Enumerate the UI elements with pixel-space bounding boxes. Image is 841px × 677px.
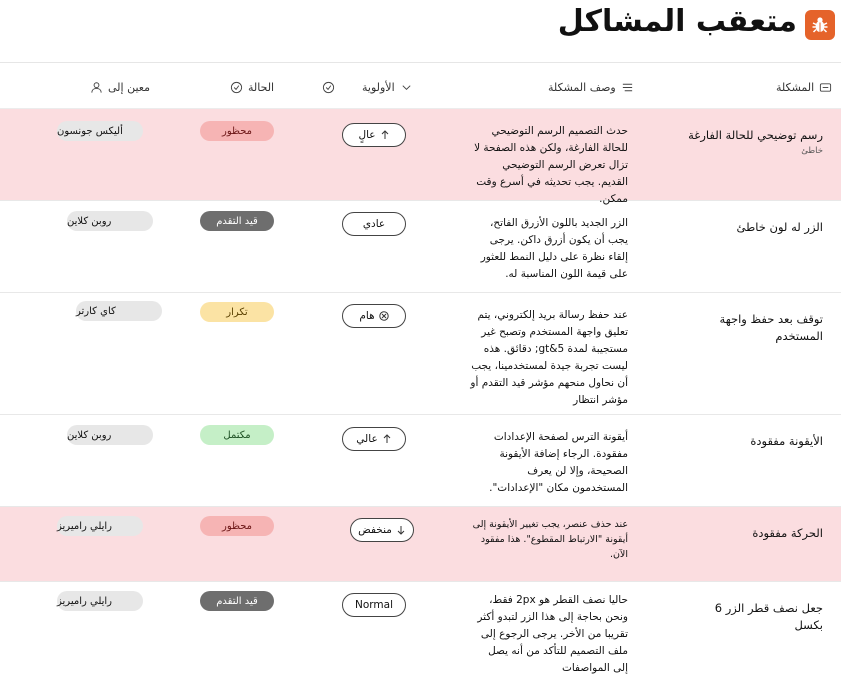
text-lines-icon	[621, 81, 634, 94]
priority-pill[interactable]: عالي	[342, 427, 406, 451]
status-badge[interactable]: مكتمل	[200, 425, 274, 445]
issue-description: الزر الجديد باللون الأزرق الفاتح، يجب أن يكون أزرق داكن. يرجى إلقاء نظرة على دليل النمط للعثور على قيمة اللون المناسبة له.	[480, 217, 628, 280]
status-icon	[230, 81, 243, 94]
issue-title: توقف بعد حفظ واجهة المستخدم	[719, 312, 823, 343]
status-badge[interactable]: تكرار	[200, 302, 274, 322]
table-header	[0, 63, 841, 109]
cancel-circle-icon	[379, 311, 389, 321]
table-row[interactable]	[0, 507, 841, 582]
priority-pill[interactable]: منخفض	[350, 518, 414, 542]
issue-description: حدث التصميم الرسم التوضيحي للحالة الفارغة، ولكن هذه الصفحة لا تزال تعرض الرسم التوضيحي القديم. يجب تحديثه في أسرع وقت ممكن.	[474, 125, 628, 205]
page-header	[0, 0, 841, 62]
issue-title: الزر له لون خاطئ	[736, 220, 823, 234]
tag-icon	[819, 81, 832, 94]
bug-icon	[805, 10, 835, 40]
status-badge[interactable]: قيد التقدم	[200, 591, 274, 611]
page-title: متعقب المشاكل	[557, 4, 797, 39]
column-header-description[interactable]: وصف المشكلة	[548, 78, 634, 96]
column-header-issue[interactable]: المشكلة	[776, 78, 832, 96]
table-row[interactable]	[0, 415, 841, 507]
assignee-chip[interactable]: أليكس جونسون	[57, 121, 143, 141]
status-badge[interactable]: قيد التقدم	[200, 211, 274, 231]
column-header-assignee[interactable]: معين إلى	[90, 78, 150, 96]
assignee-chip[interactable]: رايلي راميريز	[57, 591, 143, 611]
table-row[interactable]	[0, 109, 841, 205]
assignee-chip[interactable]: روبن كلاين	[67, 425, 153, 445]
issue-title: رسم توضيحي للحالة الفارغة خاطئ	[683, 127, 823, 158]
arrow-up-icon	[380, 130, 390, 140]
assignee-chip[interactable]: كاي كارتر	[76, 301, 162, 321]
assignee-chip[interactable]: روبن كلاين	[67, 211, 153, 231]
column-header-priority[interactable]: الأولوية	[322, 78, 413, 96]
table-row[interactable]	[0, 293, 841, 415]
table-row[interactable]	[0, 201, 841, 293]
priority-pill[interactable]: Normal	[342, 593, 406, 617]
person-icon	[90, 81, 103, 94]
issue-subtitle: خاطئ	[801, 146, 823, 156]
issue-description: عند حذف عنصر، يجب تغيير الأيقونة إلى أيقونة "الارتباط المقطوع". هذا مفقود الآن.	[472, 519, 628, 560]
status-badge[interactable]: محظور	[200, 121, 274, 141]
table-row[interactable]	[0, 582, 841, 674]
priority-pill[interactable]: هام	[342, 304, 406, 328]
column-header-status[interactable]: الحالة	[230, 78, 274, 96]
status-badge[interactable]: محظور	[200, 516, 274, 536]
priority-icon	[322, 81, 335, 94]
chevron-down-icon	[400, 81, 413, 94]
assignee-chip[interactable]: رايلي راميريز	[57, 516, 143, 536]
arrow-down-icon	[396, 525, 406, 535]
issue-description: أيقونة الترس لصفحة الإعدادات مفقودة. الرجاء إضافة الأيقونة الصحيحة، وإلا لن يعرف المستخدمون مكان "الإعدادات".	[489, 431, 628, 494]
issue-description: عند حفظ رسالة بريد إلكتروني، يتم تعليق واجهة المستخدم وتصبح غير مستجيبة لمدة 5&gt; دقائق. هذه ليست تجربة جيدة لمستخدمينا، يجب أن نحاول منحهم مؤشر قيد التقدم أو مؤشر انتظار	[470, 309, 628, 406]
issue-title: الأيقونة مفقودة	[750, 434, 823, 448]
priority-pill[interactable]: عادي	[342, 212, 406, 236]
arrow-up-icon	[382, 434, 392, 444]
issue-title: الحركة مفقودة	[752, 526, 823, 540]
issue-title: جعل نصف قطر الزر 6 بكسل	[714, 601, 823, 632]
issue-description: حاليا نصف القطر هو 2px فقط، ونحن بحاجة إلى هذا الزر لتبدو أكثر تقريبا من الأخر. يرجى الرجوع إلى ملف التصميم للتأكد من أنه يصل إلى المواصفات	[477, 594, 628, 674]
priority-pill[interactable]: عالٍ	[342, 123, 406, 147]
issues-table	[0, 62, 841, 674]
